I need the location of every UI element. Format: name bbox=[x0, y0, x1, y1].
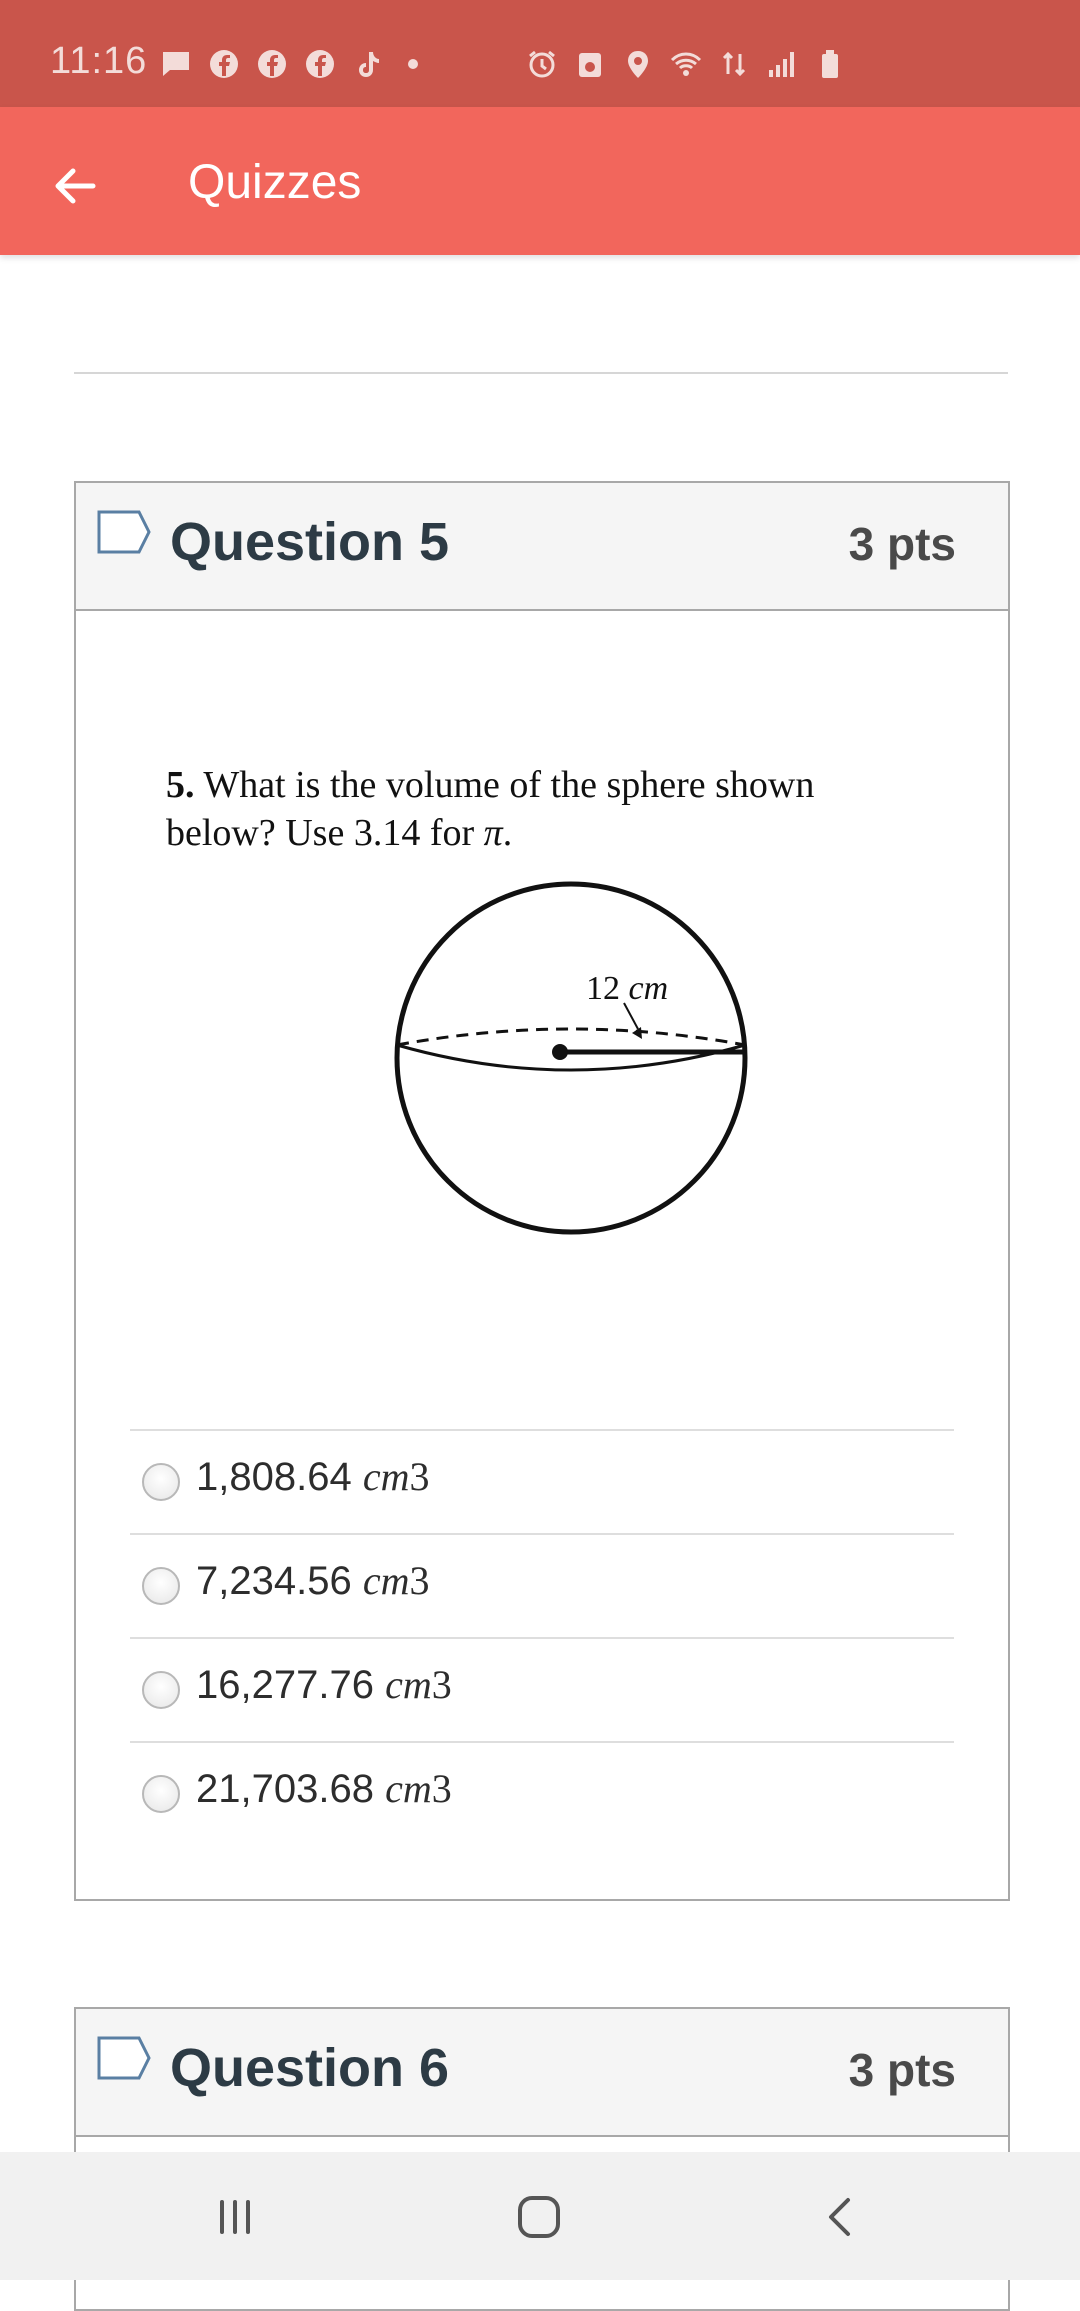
prompt-text: What is the volume of the sphere shown below? Use 3.14 for bbox=[166, 764, 815, 854]
prompt-end: . bbox=[502, 812, 513, 854]
facebook-icon bbox=[208, 48, 240, 80]
answer-option[interactable] bbox=[130, 1533, 954, 1637]
chat-icon bbox=[160, 48, 192, 80]
alarm-icon bbox=[526, 48, 558, 80]
prompt-pi: π bbox=[483, 812, 503, 854]
back-icon bbox=[816, 2192, 866, 2242]
status-bar bbox=[0, 0, 1080, 107]
divider bbox=[74, 372, 1008, 374]
question-header bbox=[76, 483, 1008, 611]
nav-back-button[interactable] bbox=[806, 2182, 876, 2252]
question-points: 3 pts bbox=[848, 2044, 956, 2096]
radio-button[interactable] bbox=[142, 1567, 180, 1605]
system-icons bbox=[526, 48, 846, 80]
answer-option[interactable] bbox=[130, 1741, 954, 1845]
back-button[interactable] bbox=[40, 151, 110, 221]
answer-option[interactable] bbox=[130, 1637, 954, 1741]
status-time: 11:16 bbox=[50, 40, 148, 82]
save-icon bbox=[574, 48, 606, 80]
home-icon bbox=[514, 2192, 564, 2242]
question-points: 3 pts bbox=[848, 518, 956, 570]
signal-icon bbox=[766, 48, 798, 80]
answer-label: 16,277.76 cm3 bbox=[196, 1662, 452, 1707]
answer-label: 7,234.56 cm3 bbox=[196, 1558, 430, 1603]
question-title: Question 5 bbox=[170, 512, 450, 572]
facebook-icon bbox=[256, 48, 288, 80]
radio-button[interactable] bbox=[142, 1671, 180, 1709]
data-icon bbox=[718, 48, 750, 80]
question-title: Question 6 bbox=[170, 2038, 450, 2098]
radio-button[interactable] bbox=[142, 1775, 180, 1813]
answer-option[interactable] bbox=[130, 1429, 954, 1533]
app-bar bbox=[0, 107, 1080, 255]
radius-value: 12 bbox=[586, 970, 620, 1007]
answer-list bbox=[130, 1429, 954, 1845]
sphere-figure bbox=[386, 873, 756, 1243]
navigation-bar bbox=[0, 2152, 1080, 2280]
notification-icons bbox=[160, 48, 418, 80]
prompt-number: 5. bbox=[166, 764, 195, 806]
flag-question-icon[interactable] bbox=[96, 509, 152, 555]
recents-button[interactable] bbox=[200, 2182, 270, 2252]
arrow-left-icon bbox=[51, 162, 99, 210]
question-prompt bbox=[166, 761, 926, 857]
radius-label bbox=[586, 970, 668, 1008]
radius-unit: cm bbox=[628, 970, 669, 1007]
flag-question-icon[interactable] bbox=[96, 2035, 152, 2081]
home-button[interactable] bbox=[504, 2182, 574, 2252]
answer-label: 21,703.68 cm3 bbox=[196, 1766, 452, 1811]
question-card bbox=[74, 481, 1010, 1901]
page-title: Quizzes bbox=[188, 156, 362, 209]
radio-button[interactable] bbox=[142, 1463, 180, 1501]
answer-label: 1,808.64 cm3 bbox=[196, 1454, 430, 1499]
dot-icon bbox=[408, 59, 418, 69]
facebook-icon bbox=[304, 48, 336, 80]
recents-icon bbox=[210, 2192, 260, 2242]
wifi-icon bbox=[670, 48, 702, 80]
tiktok-icon bbox=[352, 48, 384, 80]
location-icon bbox=[622, 48, 654, 80]
question-header bbox=[76, 2009, 1008, 2137]
battery-icon bbox=[814, 48, 846, 80]
